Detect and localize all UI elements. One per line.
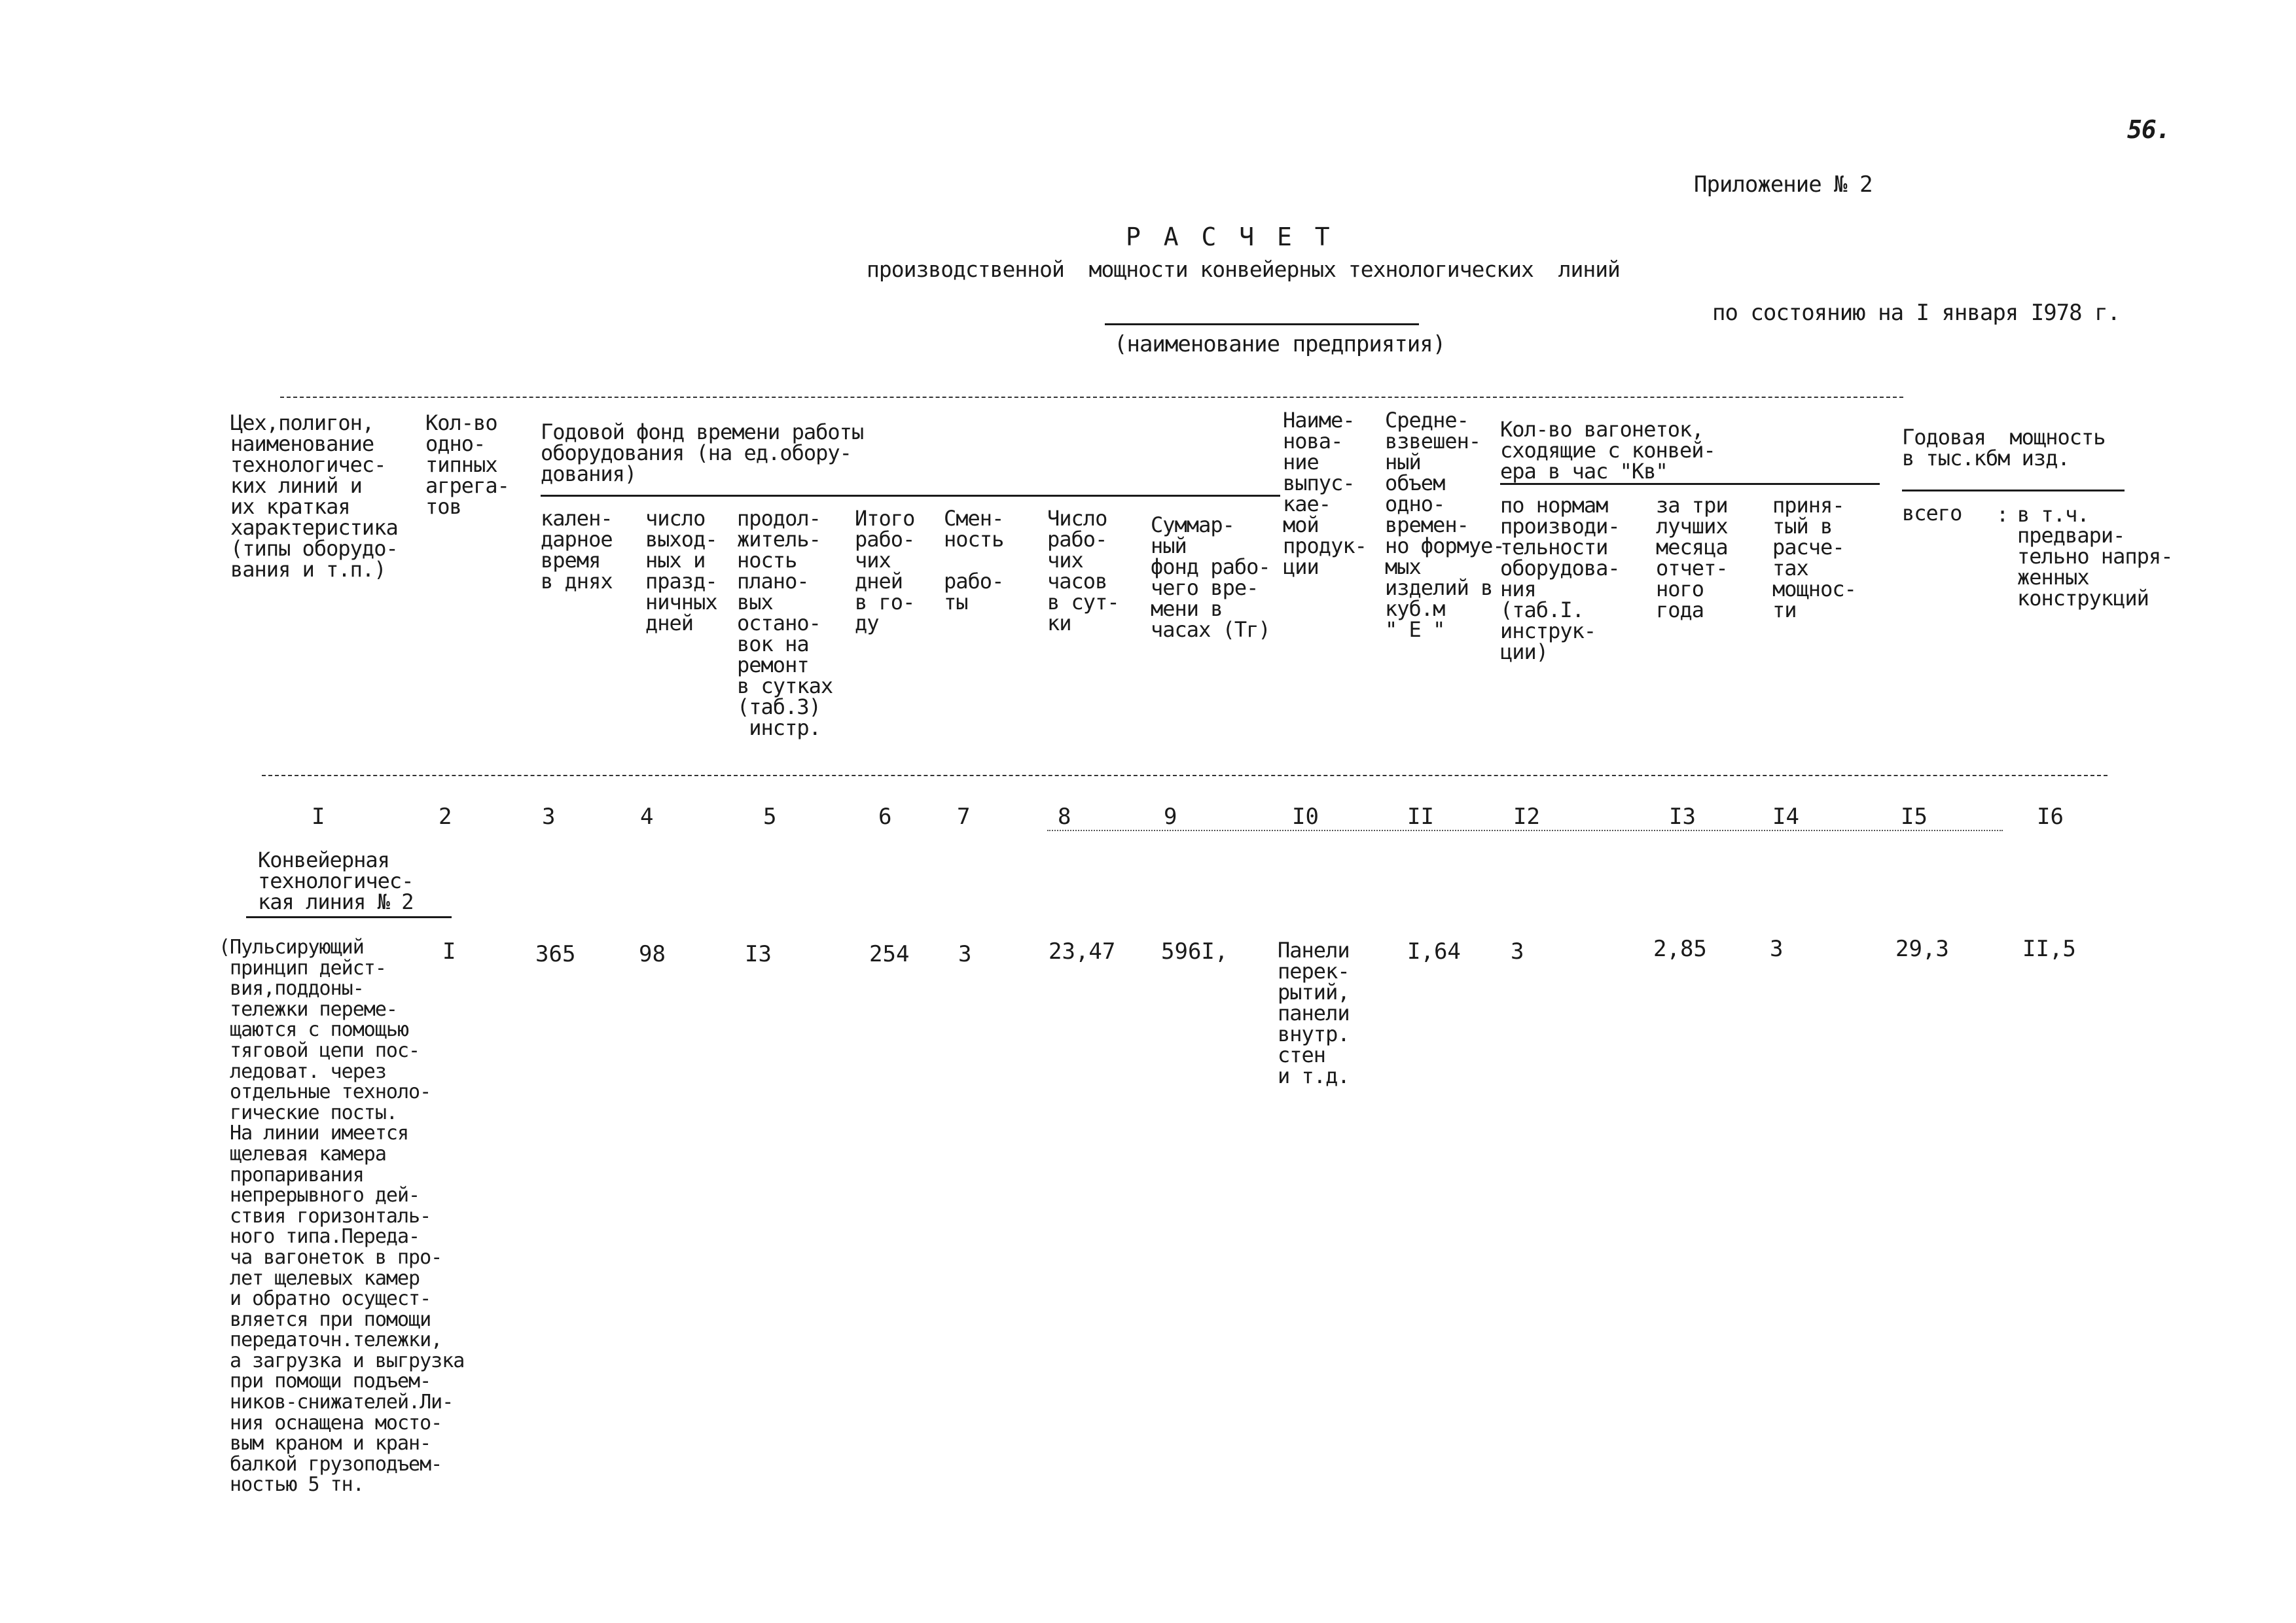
capacity-group-underline [1902, 490, 2125, 491]
time-fund-group-underline [541, 495, 1280, 497]
header-wagons-group: Кол-во вагонеток, сходящие с конвей- ера в час "Кв" [1500, 417, 1715, 484]
cell-shifts: 3 [958, 941, 972, 967]
column-number: 4 [640, 804, 654, 830]
header-capacity-group: Годовая мощность в тыс.кбм изд. [1902, 425, 2106, 471]
document-subtitle: производственной мощности конвейерных технологических линий [867, 257, 1620, 282]
header-product-name: Наиме- нова- ние выпус- кае- мой продук- ции [1283, 408, 1367, 579]
column-number: 2 [439, 804, 452, 830]
header-calendar-days: кален- дарное время в днях [541, 506, 613, 594]
header-wagons-norm: по нормам производи- тельности оборудова- ния (таб.I. инструк- ции) [1500, 493, 1620, 664]
header-holidays: число выход- ных и празд- ничных дней [645, 506, 717, 635]
header-capacity-separator: : [1996, 502, 2009, 527]
cell-hours-per-day: 23,47 [1049, 938, 1116, 965]
cell-calendar-days: 365 [535, 941, 576, 967]
cell-repair-days: I3 [745, 941, 772, 967]
cell-holidays: 98 [639, 941, 666, 967]
cell-capacity-total: 29,3 [1895, 936, 1949, 962]
section-title: Конвейерная технологичес- кая линия № 2 [258, 847, 414, 914]
column-numbers-dotted-rule [1047, 830, 2003, 831]
cell-wagons-accepted: 3 [1770, 936, 1784, 962]
column-number: I5 [1901, 804, 1928, 830]
column-number: 7 [957, 804, 971, 830]
header-bottom-border [262, 775, 2108, 776]
header-capacity-total: всего [1902, 501, 1962, 526]
column-number: I [312, 804, 325, 830]
header-repair-duration: продол- житель- ность плано- вых остано- вок на ремонт в сутках (таб.3) инстр. [737, 506, 833, 740]
line-description: (Пульсирующий принцип дейст- вия,поддоны- тележки переме- щаются с помощью тяговой цепи пос- ледоват. через отдельные техноло- гические посты. На линии имеется щелевая камера пропаривания непрерывного дей- ствия горизонталь- ного типа.Переда- ча вагонеток в про- лет щелевых камер и обратно осущест- вляется при помощи передаточн.тележки, а загрузка и выгрузка при помощи подъем- ников-снижателей.Ли- ния оснащена мосто- вым краном и кран- балкой грузоподъем- ностью 5 тн. [219, 936, 465, 1497]
header-hours-per-day: Число рабо- чих часов в сут- ки [1047, 506, 1119, 635]
column-number: I0 [1292, 804, 1319, 830]
header-wagons-accepted: приня- тый в расче- тах мощнос- ти [1772, 493, 1856, 622]
cell-capacity-prestressed: II,5 [2022, 936, 2076, 962]
cell-working-days: 254 [869, 941, 910, 967]
wagons-group-underline [1500, 483, 1880, 485]
appendix-label: Приложение № 2 [1694, 171, 1873, 198]
column-number: 8 [1058, 804, 1071, 830]
enterprise-caption: (наименование предприятия) [1114, 331, 1446, 357]
table-top-border [280, 397, 1903, 398]
cell-product: Панели перек- рытий, панели внутр. стен и т.д. [1278, 938, 1350, 1088]
column-number: 3 [542, 804, 556, 830]
column-number: 5 [763, 804, 777, 830]
header-time-fund-group: Годовой фонд времени работы оборудования (на ед.обору- дования) [541, 419, 864, 486]
enterprise-name-line [1105, 323, 1419, 325]
cell-wagons-norm: 3 [1511, 938, 1524, 965]
column-number: I2 [1513, 804, 1540, 830]
header-working-days: Итого рабо- чих дней в го- ду [855, 506, 915, 635]
document-title: Р А С Ч Е Т [1126, 223, 1334, 251]
cell-wagons-best-months: 2,85 [1653, 936, 1707, 962]
column-number: 6 [878, 804, 892, 830]
column-number: I4 [1772, 804, 1799, 830]
column-number: I6 [2037, 804, 2064, 830]
cell-volume: I,64 [1407, 938, 1461, 965]
header-shifts: Смен- ность рабо- ты [944, 506, 1004, 615]
header-capacity-prestressed: в т.ч. предвари- тельно напря- женных конструкций [2017, 502, 2173, 611]
as-of-date: по состоянию на I января I978 г. [1712, 300, 2121, 326]
cell-units: I [442, 938, 456, 965]
page-number: 56. [2127, 115, 2170, 144]
header-weighted-volume: Средне- взвешен- ный объем одно- времен- но формуе- мых изделий в куб.м " Е " [1385, 408, 1505, 642]
header-fund-hours: Суммар- ный фонд рабо- чего вре- мени в часах (Тг) [1151, 512, 1270, 642]
header-workshop-line: Цех,полигон, наименование технологичес- ких линий и их краткая характеристика (типы оборудо- вания и т.п.) [230, 410, 398, 582]
cell-fund-hours: 596I, [1161, 938, 1229, 965]
column-number: 9 [1164, 804, 1177, 830]
column-number: II [1407, 804, 1434, 830]
column-number: I3 [1669, 804, 1696, 830]
section-title-underline [246, 916, 452, 918]
header-wagons-best-months: за три лучших месяца отчет- ного года [1656, 493, 1728, 622]
header-units-count: Кол-во одно- типных агрега- тов [425, 410, 509, 519]
